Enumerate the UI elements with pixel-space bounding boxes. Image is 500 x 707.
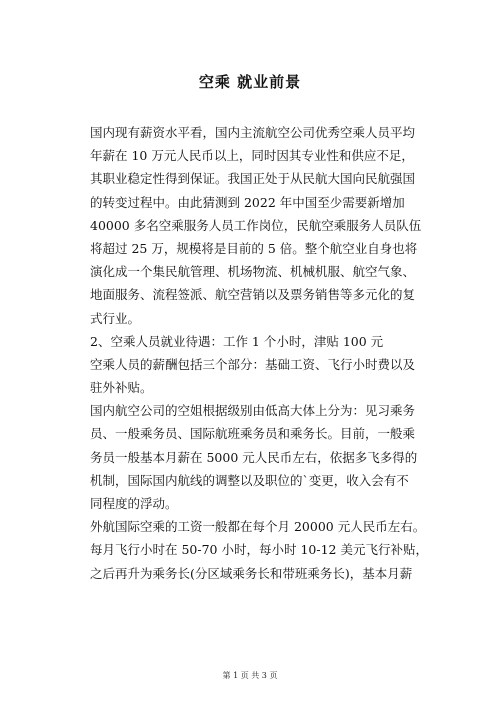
body-line: 2、空乘人员就业待遇：工作 1 个小时，津贴 100 元 xyxy=(90,333,384,349)
body-line: 务员一般基本月薪在 5000 元人民币左右，依据多飞多得的 xyxy=(90,449,418,465)
body-line: 每月飞行小时在 50-70 小时，每小时 10-12 美元飞行补贴， xyxy=(90,542,428,558)
body-line: 演化成一个集民航管理、机场物流、机械机服、航空气象、 xyxy=(90,264,416,280)
body-line: 空乘人员的薪酬包括三个部分：基础工资、飞行小时费以及 xyxy=(90,356,416,372)
body-line: 将超过 25 万，规模将是目前的 5 倍。整个航空业自身也将 xyxy=(90,240,418,256)
body-line: 40000 多名空乘服务人员工作岗位，民航空乘服务人员队伍 xyxy=(90,217,422,233)
body-line: 机制，国际国内航线的调整以及职位的`变更，收入会有不 xyxy=(90,472,409,488)
body-line: 驻外补贴。 xyxy=(90,380,153,396)
body-line: 年薪在 10 万元人民币以上，同时因其专业性和供应不足， xyxy=(90,148,414,164)
body-line: 式行业。 xyxy=(90,310,141,326)
body-line: 同程度的浮动。 xyxy=(90,496,178,511)
body-line: 之后再升为乘务长(分区域乘务长和带班乘务长)，基本月薪 xyxy=(90,565,413,581)
body-line: 员、一般乘务员、国际航班乘务员和乘务长。目前，一般乘 xyxy=(90,426,416,442)
document-body xyxy=(90,121,428,585)
body-line: 其职业稳定性得到保证。我国正处于从民航大国向民航强国 xyxy=(90,171,416,187)
body-line: 地面服务、流程签派、航空营销以及票务销售等多元化的复 xyxy=(90,287,416,303)
body-line: 的转变过程中。由此猜测到 2022 年中国至少需要新增加 xyxy=(90,194,405,210)
body-line: 外航国际空乘的工资一般都在每个月 20000 元人民币左右。 xyxy=(90,519,426,535)
document-title: 空乘 就业前景 xyxy=(198,73,302,91)
body-line: 国内航空公司的空姐根据级别由低高大体上分为：见习乘务 xyxy=(90,403,416,419)
body-line: 国内现有薪资水平看，国内主流航空公司优秀空乘人员平均 xyxy=(90,125,416,140)
page-footer: 第 1 页 共 3 页 xyxy=(222,671,278,680)
